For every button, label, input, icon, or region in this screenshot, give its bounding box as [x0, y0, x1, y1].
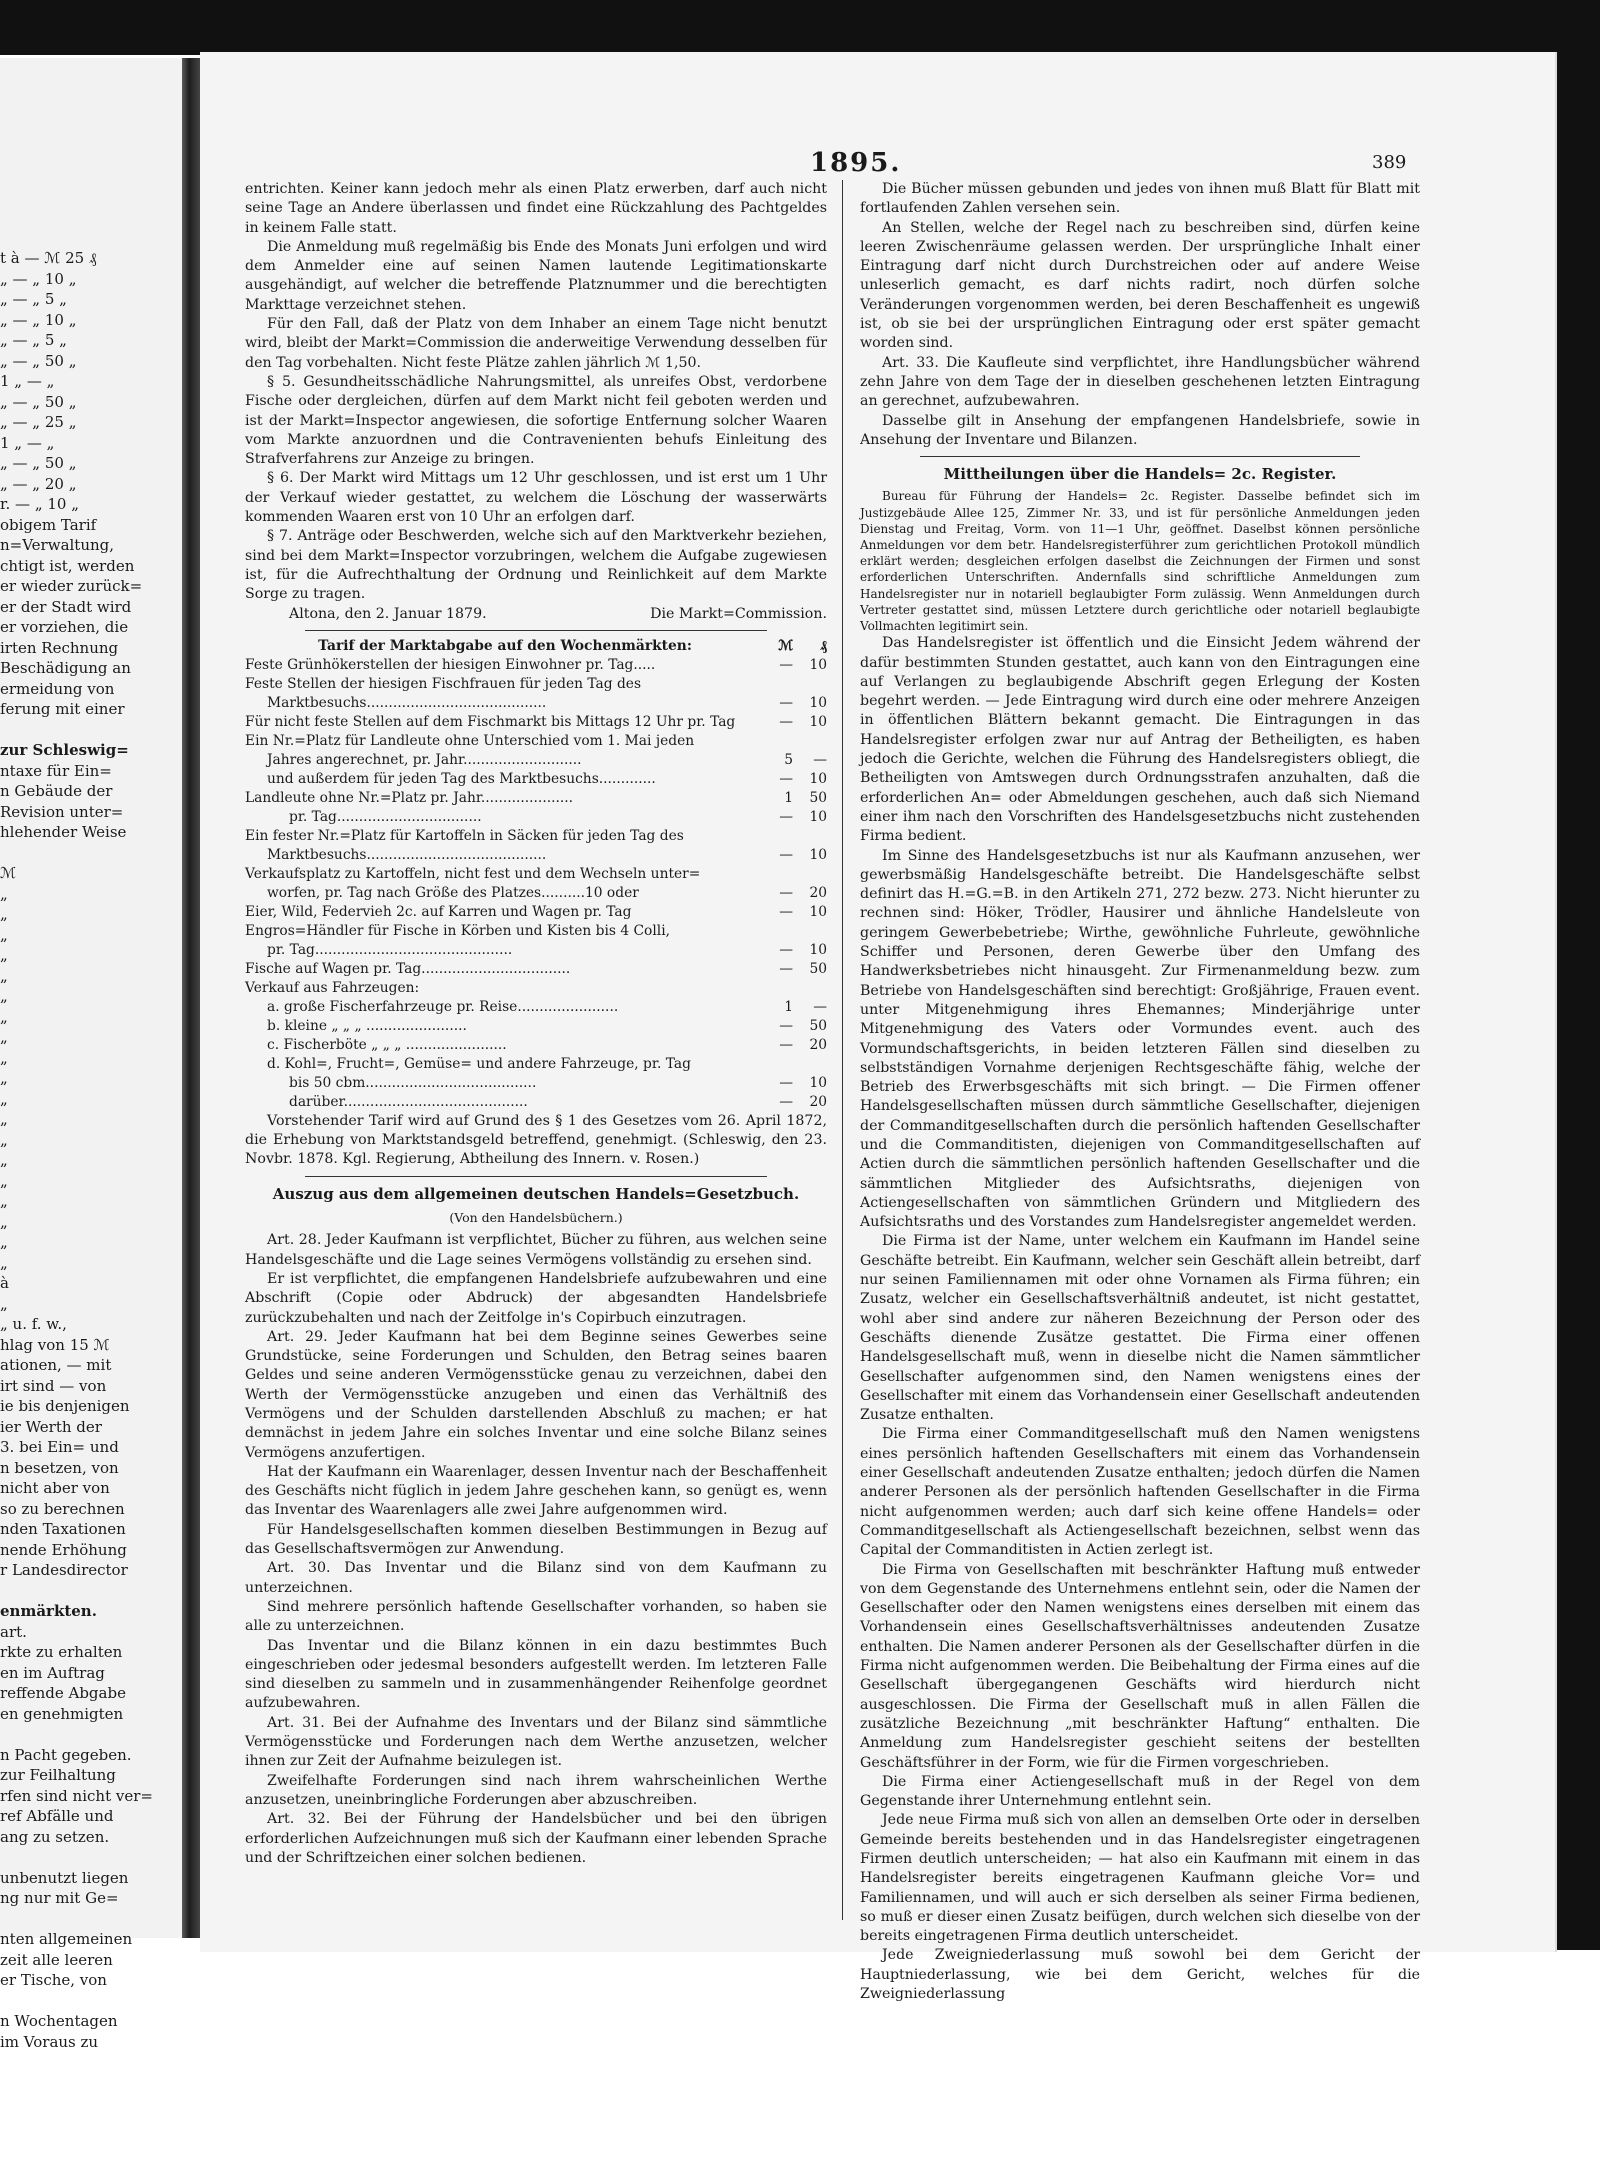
paragraph-kaufmann: Im Sinne des Handelsgesetzbuchs ist nur als Kaufmann anzusehen, wer gewerbsmäßig Handelsgeschäfte betreibt. Die Handelsgeschäfte selbst definirt das H.=G.=B. in den Artikeln 271, 272 bezw. 273. Nicht hierunter zu rechnen sind: Höker, Trödler, Hausirer und ähnliche Handelsleute von geringem Gewerbebetriebe; Wirthe, gewöhnliche Fuhrleute, gewöhnliche Schiffer und Personen, deren Gewerbe über den Umfang des Handwerksbetriebes nicht hinausgeht. Zur Firmenanmeldung bezw. zum Betriebe von Handelsgeschäften sind berechtigt: Großjährige, Frauen event. unter Mitgenehmigung ihres Ehemannes; Minderjährige unter Mitgenehmigung des Vaters oder Vormundes event. auch des Vormundschaftsgerichts, in beiden letzteren Fällen sind dieselben zu selbstständigen Vornahme derjenigen Rechtsgeschäfte fähig, welche der Betrieb des Erwerbsgeschäfts mit sich bringt. — Die Firmen offener Handelsgesellschaften müssen durch sämmtliche Gesellschafter, diejenigen der Commanditgesellschaften durch die persönlich haftenden Gesellschafter und die Commanditisten, diejenigen von Commanditgesellschaften auf Actien durch die sämmtlichen persönlich haftenden Gesellschafter und die sämmtlichen Mitglieder des Aufsichtsraths, diejenigen von Actiengesellschaften von sämmtlichen Gründern und Mitgliedern des Aufsichtsraths und des Vorstandes zum Handelsregister angemeldet werden. [860, 847, 1420, 1231]
tarif-row [245, 789, 827, 808]
tarif-row [245, 656, 827, 675]
left-fragment-line: rkte zu erhalten [0, 1643, 123, 1661]
tarif-pfennig: 10 [809, 941, 827, 958]
tarif-mark [765, 732, 793, 751]
tarif-item: Fische auf Wagen pr. Tag.................................. [245, 960, 571, 977]
page-year: 1895. [810, 148, 902, 178]
left-fragment-line: ang zu setzen. [0, 1827, 110, 1846]
left-fragment-line: unbenutzt liegen [0, 1868, 129, 1887]
tarif-mark [765, 1055, 793, 1074]
left-fragment-line: „ [0, 1171, 8, 1190]
paragraph-art-31: Art. 31. Bei der Aufnahme des Inventars und der Bilanz sind sämmtliche Vermögensstücke und Forderungen nach dem Werthe anzusetzen, welcher ihnen zur Zeit der Aufnahme beizulegen ist. [245, 1714, 827, 1770]
left-fragment-line [0, 1724, 180, 1745]
left-fragment-line: chtigt ist, werden [0, 556, 135, 575]
tarif-mark: — [779, 846, 793, 863]
tarif-mark: — [779, 656, 793, 673]
left-fragment-line [0, 1909, 180, 1930]
paragraph-art-29b: Hat der Kaufmann ein Waarenlager, dessen Inventur nach der Beschaffenheit des Geschäfts nicht füglich in jedem Jahre geschehen kann, so genügt es, wenn das Inventar des Waarenlagers alle zwei Jahre aufgenommen wird. [245, 1463, 827, 1519]
paragraph-art-28b: Er ist verpflichtet, die empfangenen Handelsbriefe aufzubewahren und eine Abschrift (Copie oder Abdruck) der abgesandten Handelsbriefe zurückzubehalten und nach der Zeitfolge in's Copirbuch einzutragen. [245, 1270, 827, 1326]
signature-line [245, 605, 827, 624]
left-fragment-line: „ [0, 1028, 8, 1046]
paragraph-actiengesellschaft: Die Firma einer Actiengesellschaft muß in der Regel von dem Gegenstande ihrer Unternehmung entlehnt sein. [860, 1773, 1420, 1810]
tarif-item: pr. Tag................................. [289, 808, 482, 825]
paragraph-anmeldung: Die Anmeldung muß regelmäßig bis Ende des Monats Juni erfolgen und wird dem Anmelder eine auf seinen Namen lautende Legitimationskarte ausgehändigt, auf welcher die betreffende Platznummer und die berechtigten Markttage verzeichnet stehen. [245, 238, 827, 313]
paragraph-section-6: § 6. Der Markt wird Mittags um 12 Uhr geschlossen, und ist erst um 1 Uhr der Verkauf wieder gestattet, zu welchem die Löschung der wasserwärts kommenden Waaren erst von 10 Uhr an erfolgen darf. [245, 470, 827, 526]
left-fragment-line: ationen, — mit [0, 1356, 112, 1374]
left-fragment-line: irten Rechnung [0, 638, 119, 657]
signature-name: Die Markt=Commission. [650, 605, 827, 622]
divider-rule [305, 630, 767, 631]
left-fragment-line: „ u. f. w., [0, 1315, 67, 1333]
divider-rule [920, 456, 1360, 457]
paragraph-art-28: Art. 28. Jeder Kaufmann ist verpflichtet, Bücher zu führen, aus welchen seine Handelsgeschäfte und die Lage seines Vermögens vollständig zu ersehen sind. [245, 1232, 827, 1268]
tarif-mark: — [779, 770, 793, 787]
left-page-fragment [0, 58, 182, 2051]
tarif-item: Ein Nr.=Platz für Landleute ohne Unterschied vom 1. Mai jeden [245, 732, 695, 749]
tarif-item: und außerdem für jeden Tag des Marktbesuchs............. [267, 770, 656, 787]
tarif-row [245, 903, 827, 922]
tarif-mark: — [779, 1017, 793, 1034]
left-fragment-line: „ [0, 1048, 8, 1067]
left-fragment-line: 3. bei Ein= und [0, 1438, 119, 1456]
left-fragment-line: ie bis denjenigen [0, 1397, 130, 1415]
left-fragment-line: ref Abfälle und [0, 1807, 114, 1825]
left-fragment-line: „ [0, 1069, 8, 1087]
left-fragment-line: „ [0, 1089, 8, 1108]
tarif-row [245, 941, 827, 960]
paragraph-art-32: Art. 32. Bei der Führung der Handelsbücher und bei den übrigen erforderlichen Aufzeichnungen muß sich der Kaufmann einer lebenden Sprache und der Schriftzeichen einer solchen bedienen. [245, 1811, 827, 1866]
tarif-pfennig: 10 [809, 808, 827, 825]
left-fragment-line: „ — „ 50 „ [0, 392, 77, 411]
scan-border-right [1555, 0, 1600, 2177]
paragraph-art-30b: Sind mehrere persönlich haftende Gesellschafter vorhanden, so haben sie alle zu unterzeichnen. [245, 1598, 827, 1635]
paragraph-zweigniederlassung: Jede Zweigniederlassung muß sowohl bei dem Gericht der Hauptniederlassung, wie bei dem Gericht, welches für die Zweigniederlassung [860, 1947, 1420, 2003]
left-fragment-line: „ — „ 20 „ [0, 474, 77, 493]
tarif-item: Jahres angerechnet, pr. Jahr........................... [267, 751, 582, 768]
tarif-pfennig: 10 [809, 713, 827, 730]
left-fragment-line: ferung mit einer [0, 700, 125, 718]
tarif-pfennig: — [813, 998, 827, 1015]
page-number: 389 [1372, 152, 1407, 173]
tarif-mark [765, 675, 793, 694]
left-fragment-line: er Tische, von [0, 1971, 107, 1989]
paragraph-tarif-note: Vorstehender Tarif wird auf Grund des § 1 des Gesetzes vom 26. April 1872, die Erhebung von Marktstandsgeld betreffend, genehmigt. (Schleswig, den 23. Novbr. 1878. Kgl. Regierung, Abtheilung des Innern. v. Rosen.) [245, 1112, 827, 1168]
paragraph-neue-firma: Jede neue Firma muß sich von allen an demselben Orte oder in derselben Gemeinde bereits bestehenden und in das Handelsregister eingetragenen Firmen deutlich unterscheiden; — hat also ein Kaufmann mit einem in das Handelsregister bereits eingetragenen Kaufmann gleiche Vor= und Familiennamen, und will auch er sich derselben als seiner Firma bedienen, so muß er dieser einen Zusatz beifügen, durch welchen sich dieselbe von der bereits eingetragenen Firma deutlich unterscheidet. [860, 1812, 1420, 1945]
tarif-row [245, 979, 827, 998]
tarif-pfennig: 10 [809, 903, 827, 920]
tarif-pfennig: 50 [809, 960, 827, 977]
tarif-mark: — [779, 713, 793, 730]
tarif-pfennig: 20 [809, 1036, 827, 1053]
left-fragment-line: zeit alle leeren [0, 1950, 113, 1969]
tarif-title: Tarif der Marktabgabe auf den Wochenmärkten: [318, 637, 692, 654]
left-fragment-line: „ [0, 1192, 8, 1210]
left-fragment-line: Beschädigung an [0, 659, 131, 677]
left-fragment-line: „ — „ 50 „ [0, 351, 77, 370]
left-fragment-line: „ [0, 1233, 8, 1251]
tarif-currency-mark: ℳ [778, 637, 793, 654]
tarif-row [245, 675, 827, 694]
tarif-mark: 1 [784, 998, 793, 1015]
left-fragment-line: „ [0, 925, 8, 944]
left-fragment-line: „ [0, 1212, 8, 1231]
paragraph-fall: Für den Fall, daß der Platz von dem Inhaber an einem Tage nicht benutzt wird, bleibt der Markt=Commission die anderweitige Verwendung desselben für den Tag vorbehalten. Nicht feste Plätze zahlen jährlich ℳ 1,50. [245, 316, 827, 371]
paragraph-gmbh: Die Firma von Gesellschaften mit beschränkter Haftung muß entweder von dem Gegenstande des Unternehmens entlehnt sein, oder die Namen der Gesellschafter oder den Namen wenigstens eines derselben mit einem das Vorhandensein eines Gesellschaftsverhältnisses andeutenden Zusatze enthalten. Die Namen anderer Personen als der Gesellschafter dürfen in die Firma nicht aufgenommen werden. Die Beibehaltung der Firma eines auf die Gesellschaft übergegangenen Geschäfts wird hierdurch nicht ausgeschlossen. Die Firma der Gesellschaft muß in allen Fällen die zusätzliche Bezeichnung „mit beschränkter Haftung“ enthalten. Die Anmeldung zum Handelsregister geschieht seitens der bestellten Geschäftsführer in der Form, wie für die Firmen vorgeschrieben. [860, 1561, 1420, 1771]
tarif-currency-pfennig: ₰ [820, 637, 827, 654]
left-fragment-line: zur Feilhaltung [0, 1766, 116, 1784]
left-column [245, 180, 827, 1868]
tarif-row [245, 808, 827, 827]
paragraph-section-5: § 5. Gesundheitsschädliche Nahrungsmittel, als unreifes Obst, verdorbene Fische oder dergleichen, dürfen auf dem Markt nicht feil geboten werden und ist der Markt=Inspector angewiesen, die sofortige Entfernung solcher Waaren vom Markte anzuordnen und die Contravenienten behufs Einleitung des Strafverfahrens zur Anzeige zu bringen. [245, 373, 827, 468]
tarif-pfennig [793, 979, 827, 998]
left-fragment-line: „ — „ 5 „ [0, 290, 67, 308]
left-fragment-line: „ [0, 1253, 8, 1272]
left-fragment-line: reffende Abgabe [0, 1684, 126, 1702]
tarif-mark: 1 [784, 789, 793, 806]
tarif-pfennig: 50 [809, 1017, 827, 1034]
left-fragment-line [0, 720, 180, 741]
tarif-item: Eier, Wild, Federvieh 2c. auf Karren und Wagen pr. Tag [245, 903, 632, 920]
left-fragment-line [0, 1991, 180, 2012]
tarif-pfennig [793, 732, 827, 751]
paragraph-books: Die Bücher müssen gebunden und jedes von ihnen muß Blatt für Blatt mit fortlaufenden Zahlen versehen sein. [860, 181, 1420, 217]
tarif-item: pr. Tag............................................. [267, 941, 513, 958]
tarif-item: Engros=Händler für Fische in Körben und Kisten bis 4 Colli, [245, 922, 670, 939]
left-fragment-line: nicht aber von [0, 1479, 110, 1497]
tarif-row [245, 1055, 827, 1074]
book-gutter [182, 58, 200, 1938]
paragraph-firma: Die Firma ist der Name, unter welchem ein Kaufmann im Handel seine Geschäfte betreibt. Ein Kaufmann, welcher sein Geschäft allein betreibt, darf nur seinen Familiennamen mit oder ohne Vornamen als Firma führen; ein Zusatz, welcher ein Gesellschaftsverhältniß andeutet, ist nicht gestattet, wohl aber sind andere zur näheren Bezeichnung der Person oder des Geschäfts dienende Zusätze gestattet. Die Firma einer offenen Handelsgesellschaft muß, wenn in dieselbe nicht die Namen sämmtlicher Gesellschafter aufgenommen sind, den Namen wenigstens eines der Gesellschafter mit einem das Vorhandensein einer Gesellschaft andeutenden Zusatze enthalten. [860, 1233, 1420, 1424]
paragraph-art-29c: Für Handelsgesellschaften kommen dieselben Bestimmungen in Bezug auf das Gesellschaftsvermögen zur Anwendung. [245, 1521, 827, 1558]
signature-place: Altona, den 2. Januar 1879. [289, 605, 487, 622]
tarif-mark: — [779, 1074, 793, 1091]
column-divider [842, 180, 843, 1920]
left-fragment-line: à [0, 1274, 9, 1292]
left-fragment-line: „ [0, 946, 8, 964]
tarif-row [245, 1017, 827, 1036]
left-fragment-line: „ [0, 1151, 8, 1169]
tarif-mark [765, 922, 793, 941]
tarif-pfennig: 20 [809, 884, 827, 901]
tarif-item: Marktbesuchs......................................... [267, 694, 547, 711]
tarif-row [245, 713, 827, 732]
left-fragment-line: im Voraus zu [0, 2032, 99, 2051]
tarif-pfennig [793, 922, 827, 941]
left-fragment-line: ntaxe für Ein= [0, 761, 112, 780]
tarif-item: c. Fischerböte „ „ „ ....................... [267, 1036, 507, 1053]
left-fragment-line: r. — „ 10 „ [0, 495, 79, 513]
tarif-item: Marktbesuchs......................................... [267, 846, 547, 863]
tarif-mark: — [779, 1093, 793, 1110]
left-fragment-line: rfen sind nicht ver= [0, 1786, 153, 1805]
tarif-table [245, 637, 827, 1112]
left-fragment-line [0, 1581, 180, 1602]
left-fragment-line: nende Erhöhung [0, 1540, 127, 1559]
tarif-pfennig [793, 675, 827, 694]
tarif-item: d. Kohl=, Frucht=, Gemüse= und andere Fahrzeuge, pr. Tag [267, 1055, 691, 1072]
paragraph-intro: entrichten. Keiner kann jedoch mehr als einen Platz erwerben, darf auch nicht seine Tage an Andere überlassen und findet eine Rückzahlung des Pachtgeldes in keinem Falle statt. [245, 181, 827, 236]
left-fragment-line: en im Auftrag [0, 1663, 105, 1682]
left-fragment-line: enmärkten. [0, 1602, 97, 1620]
paragraph-art-30: Art. 30. Das Inventar und die Bilanz sind von dem Kaufmann zu unterzeichnen. [245, 1560, 827, 1596]
left-fragment-line [0, 843, 180, 864]
left-fragment-line: Revision unter= [0, 802, 124, 821]
tarif-row [245, 732, 827, 751]
divider-rule [305, 1176, 767, 1177]
left-fragment-line: „ — „ 50 „ [0, 454, 77, 472]
tarif-item: Feste Grünhökerstellen der hiesigen Einwohner pr. Tag..... [245, 656, 656, 673]
tarif-mark: — [779, 884, 793, 901]
tarif-mark: — [779, 941, 793, 958]
tarif-mark: 5 [784, 751, 793, 768]
left-fragment-line: zur Schleswig= [0, 741, 129, 759]
tarif-pfennig: — [813, 751, 827, 768]
left-fragment-line: „ — „ 5 „ [0, 331, 67, 349]
left-fragment-line: n Gebäude der [0, 782, 113, 800]
paragraph-art-33b: Dasselbe gilt in Ansehung der empfangenen Handelsbriefe, sowie in Ansehung der Inventare und Bilanzen. [860, 412, 1420, 448]
tarif-row [245, 998, 827, 1017]
register-bureau-note: Bureau für Führung der Handels= 2c. Register. Dasselbe befindet sich im Justizgebäude Allee 125, Zimmer Nr. 33, und ist für persönliche Anmeldungen jeden Dienstag und Freitag, Vorm. von 11—1 Uhr, geöffnet. Daselbst können persönliche Anmeldungen vor dem betr. Handelsregisterführer zum gerichtlichen Protokoll mündlich erklärt werden; desgleichen erfolgen daselbst die Zeichnungen der Firmen und sonst erforderlichen Unterschriften. Andernfalls sind schriftliche Anmeldungen zum Handelsregister nur in notariell beglaubigter Form zulässig. Wenn Anmeldungen durch Vertreter gestattet sind, müssen Letztere durch gerichtliche oder notariell beglaubigte Vollmachten legitimirt sein. [860, 489, 1420, 634]
paragraph-section-7: § 7. Anträge oder Beschwerden, welche sich auf den Marktverkehr beziehen, sind bei dem Markt=Inspector vorzubringen, welchem die Aufgabe zugewiesen ist, für die Aufrechthaltung der Ordnung und Reinlichkeit auf dem Markte Sorge zu tragen. [245, 528, 827, 603]
left-fragment-line: r Landesdirector [0, 1561, 128, 1579]
left-fragment-line: „ [0, 884, 8, 903]
left-fragment-line: nten allgemeinen [0, 1930, 133, 1948]
register-heading: Mittheilungen über die Handels= 2c. Register. [943, 465, 1337, 484]
left-fragment-line: n Wochentagen [0, 2012, 118, 2030]
tarif-pfennig: 50 [809, 789, 827, 806]
tarif-row [245, 1036, 827, 1055]
left-fragment-line: „ [0, 1130, 8, 1149]
tarif-pfennig [793, 827, 827, 846]
left-fragment-line: „ [0, 966, 8, 985]
left-fragment-line: „ [0, 905, 8, 923]
paragraph-art-30c: Das Inventar und die Bilanz können in ein dazu bestimmtes Buch eingeschrieben oder jedesmal besonders aufgestellt werden. Im letzteren Falle sind dieselben zu sammeln und in zusammenhängender Reihenfolge geordnet aufzubewahren. [245, 1637, 827, 1712]
left-fragment-line: nden Taxationen [0, 1520, 126, 1538]
tarif-pfennig: 10 [809, 770, 827, 787]
tarif-item: Verkauf aus Fahrzeugen: [245, 979, 420, 996]
tarif-item: worfen, pr. Tag nach Größe des Platzes..........10 oder [267, 884, 639, 901]
tarif-header-row [245, 637, 827, 656]
tarif-row [245, 884, 827, 903]
left-fragment-line: ng nur mit Ge= [0, 1889, 119, 1907]
paragraph-art-29: Art. 29. Jeder Kaufmann hat bei dem Beginne seines Gewerbes seine Grundstücke, seine Forderungen und Schulden, den Betrag seines baaren Geldes und seine anderen Vermögensstücke genau zu verzeichnen, dabei den Werth der Vermögensstücke anzugeben und einen das Verhältniß des Vermögens und der Schulden darstellenden Abschluß zu machen; er hat demnächst in jedem Jahre ein solches Inventar und eine solche Bilanz seines Vermögens anzufertigen. [245, 1328, 827, 1461]
left-fragment-line [0, 1847, 180, 1868]
tarif-mark: — [779, 694, 793, 711]
left-fragment-line: er der Stadt wird [0, 597, 132, 616]
left-fragment-line: obigem Tarif [0, 515, 97, 534]
tarif-pfennig [793, 1055, 827, 1074]
tarif-item: b. kleine „ „ „ ....................... [267, 1017, 467, 1034]
left-fragment-line: „ [0, 1294, 8, 1313]
paragraph-stellen: An Stellen, welche der Regel nach zu beschreiben sind, dürfen keine leeren Zwischenräume gelassen werden. Der ursprüngliche Inhalt einer Eintragung darf nicht durch Durchstreichen oder auf andere Weise unleserlich gemacht, es darf nichts radirt, noch dürfen solche Veränderungen vorgenommen werden, bei deren Beschaffenheit es ungewiß ist, ob sie bei der ursprünglichen Eintragung oder erst später gemacht worden sind. [860, 219, 1420, 352]
tarif-mark: — [779, 808, 793, 825]
tarif-item: Ein fester Nr.=Platz für Kartoffeln in Säcken für jeden Tag des [245, 827, 684, 844]
left-fragment-line: so zu berechnen [0, 1499, 125, 1518]
tarif-mark [765, 979, 793, 998]
tarif-pfennig: 10 [809, 694, 827, 711]
left-fragment-line: „ — „ 25 „ [0, 413, 77, 431]
tarif-row [245, 694, 827, 713]
tarif-item: darüber.......................................... [289, 1093, 528, 1110]
left-fragment-line: t à — ℳ 25 ₰ [0, 249, 97, 267]
left-fragment-line: irt sind — von [0, 1376, 107, 1395]
tarif-row [245, 1093, 827, 1112]
scan-border-top [0, 0, 1600, 55]
left-fragment-line: „ [0, 1007, 8, 1026]
tarif-item: Für nicht feste Stellen auf dem Fischmarkt bis Mittags 12 Uhr pr. Tag [245, 713, 736, 730]
tarif-item: bis 50 cbm....................................... [289, 1074, 537, 1091]
tarif-pfennig: 20 [809, 1093, 827, 1110]
tarif-mark [765, 827, 793, 846]
left-fragment-line: hlag von 15 ℳ [0, 1335, 110, 1354]
tarif-item: a. große Fischerfahrzeuge pr. Reise....................... [267, 998, 619, 1015]
left-fragment-line: „ — „ 10 „ [0, 269, 77, 288]
tarif-mark: — [779, 960, 793, 977]
tarif-row [245, 827, 827, 846]
tarif-row [245, 770, 827, 789]
tarif-mark: — [779, 903, 793, 920]
left-fragment-line: er vorziehen, die [0, 618, 129, 636]
tarif-row [245, 960, 827, 979]
left-fragment-line: 1 „ — „ [0, 372, 55, 390]
tarif-pfennig: 10 [809, 1074, 827, 1091]
left-fragment-line: n=Verwaltung, [0, 536, 115, 554]
tarif-item: Landleute ohne Nr.=Platz pr. Jahr..................... [245, 789, 574, 806]
left-fragment-line: ier Werth der [0, 1417, 102, 1436]
left-fragment-line: n Pacht gegeben. [0, 1745, 132, 1764]
tarif-row [245, 751, 827, 770]
left-fragment-line: ermeidung von [0, 679, 115, 698]
left-fragment-line: „ [0, 987, 8, 1005]
tarif-pfennig: 10 [809, 656, 827, 673]
left-fragment-line: hlehender Weise [0, 823, 127, 841]
paragraph-handelsregister: Das Handelsregister ist öffentlich und die Einsicht Jedem während der dafür bestimmten Stunden gestattet, auch kann von den Eintragungen eine auf Verlangen zu beglaubigende Abschrift gegen Erlegung der Kosten begehrt werden. — Jede Eintragung wird durch eine oder mehrere Anzeigen in öffentlichen Blättern bekannt gemacht. Die Eintragungen in das Handelsregister erfolgen zwar nur auf Antrag der Betheiligten, es haben jedoch die Gerichte, welchen die Führung des Handelsregisters obliegt, die Betheiligten von Amtswegen durch Ordnungsstrafen anzuhalten, daß die erforderlichen An= oder Abmeldungen geschehen, auch daß sich Niemand einer ihm nach den Vorschriften des Handelsgesetzbuchs nicht zustehenden Firma bedient. [860, 635, 1420, 845]
left-fragment-line: n besetzen, von [0, 1458, 119, 1477]
tarif-mark [765, 865, 793, 884]
left-fragment-line: en genehmigten [0, 1704, 124, 1723]
paragraph-commanditgesellschaft: Die Firma einer Commanditgesellschaft muß den Namen wenigstens eines persönlich haftenden Gesellschafters mit einem das Vorhandensein einer Gesellschaft andeutenden Zusatze enthalten; jedoch dürfen die Namen anderer Personen als der persönlich haftenden Gesellschafter in die Firma nicht aufgenommen werden; auch darf sich keine offene Handels= oder Commanditgesellschaft als Actiengesellschaft bezeichnen, selbst wenn das Capital der Commanditisten in Actien zerlegt ist. [860, 1426, 1420, 1559]
tarif-item: Verkaufsplatz zu Kartoffeln, nicht fest und dem Wechseln unter= [245, 865, 701, 882]
tarif-item: Feste Stellen der hiesigen Fischfrauen für jeden Tag des [245, 675, 642, 692]
left-fragment-line: er wieder zurück= [0, 577, 143, 595]
right-column [860, 180, 1420, 2004]
tarif-row [245, 1074, 827, 1093]
left-fragment-line: „ — „ 10 „ [0, 310, 77, 329]
left-page-text [0, 248, 180, 2052]
paragraph-art-31b: Zweifelhafte Forderungen sind nach ihrem wahrscheinlichen Werthe anzusetzen, uneinbringliche Forderungen aber abzuschreiben. [245, 1772, 827, 1808]
left-fragment-line: art. [0, 1622, 27, 1641]
left-fragment-line: „ [0, 1110, 8, 1128]
tarif-row [245, 846, 827, 865]
hgb-subheading: (Von den Handelsbüchern.) [449, 1210, 623, 1226]
tarif-pfennig [793, 865, 827, 884]
tarif-row [245, 865, 827, 884]
left-fragment-line: ℳ [0, 864, 17, 882]
tarif-mark: — [779, 1036, 793, 1053]
tarif-pfennig: 10 [809, 846, 827, 863]
paragraph-art-33: Art. 33. Die Kaufleute sind verpflichtet, ihre Handlungsbücher während zehn Jahre von dem Tage der in dieselben geschehenen letzten Eintragung an gerechnet, aufzubewahren. [860, 354, 1420, 410]
hgb-heading: Auszug aus dem allgemeinen deutschen Handels=Gesetzbuch. [272, 1184, 800, 1203]
tarif-row [245, 922, 827, 941]
left-fragment-line: 1 „ — „ [0, 433, 55, 452]
